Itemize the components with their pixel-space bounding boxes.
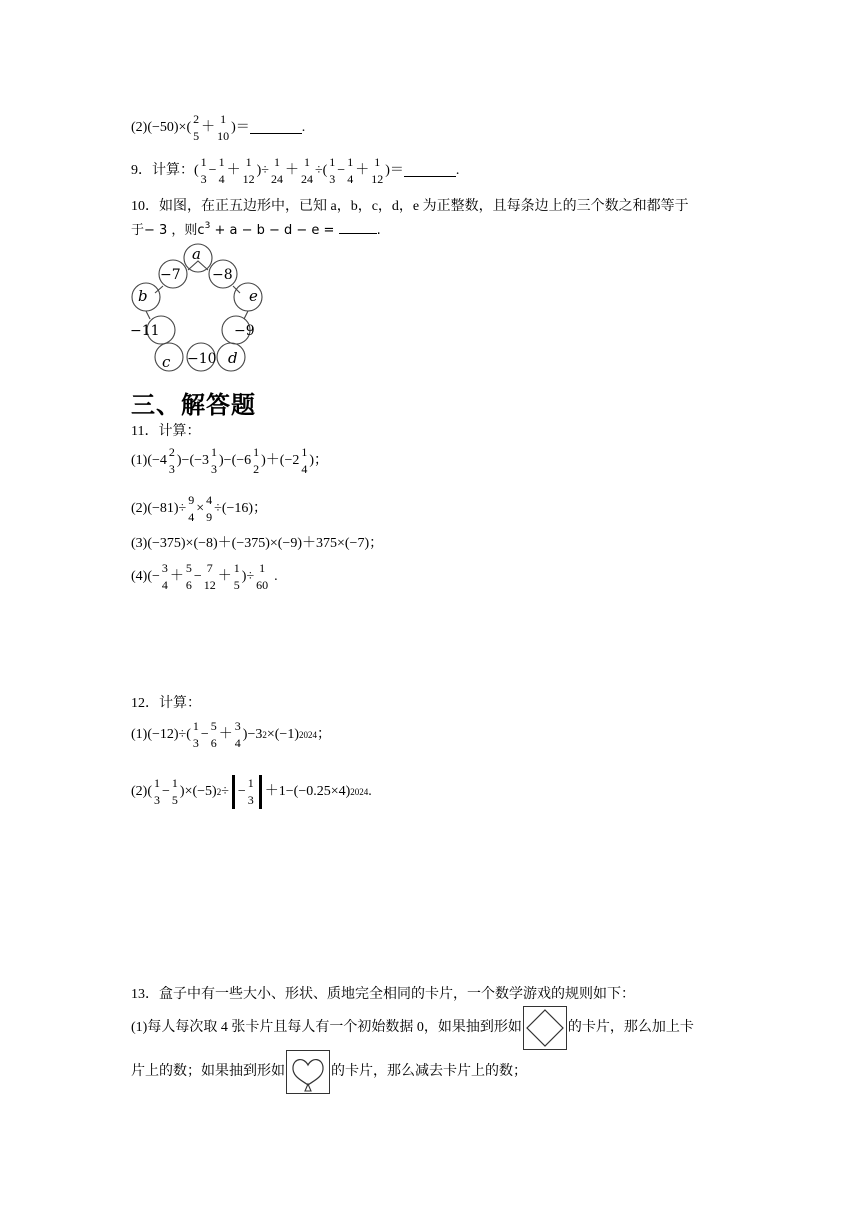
numerator: 1	[200, 155, 207, 169]
denominator: 4	[218, 171, 225, 186]
label-minus10: −10	[187, 351, 217, 367]
label-d: d	[228, 349, 238, 367]
numerator: 1	[220, 112, 227, 126]
fraction	[247, 777, 255, 808]
expr-text: )＋(−2	[261, 453, 300, 469]
fraction	[168, 446, 176, 477]
label-minus7: −7	[160, 267, 181, 283]
numerator: 5	[185, 561, 192, 575]
q11-part3: (3)(−375)×(−8)＋(−375)×(−9)＋375×(−7)；	[131, 536, 384, 551]
fraction	[300, 446, 308, 477]
denominator: 5	[233, 577, 240, 592]
denominator: 12	[242, 171, 255, 186]
operator: )÷	[241, 569, 255, 585]
label-minus9: −9	[234, 323, 255, 339]
fraction	[210, 446, 218, 477]
denominator: 3	[211, 461, 218, 476]
spade-card-icon	[286, 1050, 330, 1094]
fraction	[346, 156, 354, 187]
numerator: 1	[329, 155, 336, 169]
label-a: a	[192, 245, 201, 263]
fraction	[234, 720, 242, 751]
numerator: 1	[218, 155, 225, 169]
denominator: 2	[253, 461, 260, 476]
punctuation: ；	[316, 727, 331, 743]
denominator: 5	[193, 128, 200, 143]
denominator: 3	[247, 792, 254, 807]
denominator: 3	[168, 461, 175, 476]
denominator: 24	[300, 171, 313, 186]
rule-text: 的卡片，那么减去卡片上的数；	[331, 1064, 527, 1079]
rule-text: 片上的数；如果抽到形如	[131, 1064, 285, 1079]
fraction	[161, 562, 169, 593]
denominator: 4	[234, 735, 241, 750]
expr-text: )−3	[242, 727, 263, 743]
numerator: 2	[193, 112, 200, 126]
question-lead: 9．计算：(	[131, 163, 199, 179]
question-10-line2	[131, 223, 381, 237]
numerator: 1	[303, 155, 310, 169]
operator: ＋	[218, 727, 233, 743]
operator: ＋	[355, 163, 370, 179]
operator: ＋	[201, 120, 216, 136]
fraction	[328, 156, 336, 187]
fraction	[200, 156, 208, 187]
answer-blank[interactable]	[404, 166, 456, 177]
operator: −	[237, 784, 246, 799]
fraction	[187, 494, 195, 525]
denominator: 10	[217, 128, 230, 143]
abs-bar-right	[259, 775, 262, 809]
question-10-line1: 10．如图，在正五边形中，已知 a，b，c，d，e 为正整数，且每条边上的三个数之和都等于	[131, 199, 689, 214]
expr-text: )＝	[231, 120, 250, 136]
denominator: 3	[200, 171, 207, 186]
expr-text: (1)(−12)÷(	[131, 727, 191, 743]
expr-text: ＋1−(−0.25×4)	[264, 784, 351, 799]
expr-text: (1)(−4	[131, 453, 167, 469]
operator: −	[200, 727, 209, 743]
numerator: 7	[206, 561, 213, 575]
denominator: 3	[192, 735, 199, 750]
fraction	[205, 494, 213, 525]
operator: ×	[196, 501, 205, 517]
denominator: 4	[161, 577, 168, 592]
denominator: 6	[185, 577, 192, 592]
expr-text: + a − b − d − e =	[210, 223, 339, 238]
numerator: 2	[168, 445, 175, 459]
denominator: 3	[329, 171, 336, 186]
numerator: 1	[273, 155, 280, 169]
operator: −	[193, 569, 202, 585]
fraction	[370, 156, 384, 187]
question-12-lead: 12．计算：	[131, 696, 201, 711]
period: .	[301, 120, 306, 136]
operator: ＋	[217, 569, 232, 585]
numerator: 1	[301, 445, 308, 459]
fraction	[185, 562, 193, 593]
q11-part4	[131, 562, 278, 593]
denominator: 12	[203, 577, 216, 592]
fraction	[192, 113, 200, 144]
expr-text: (2)(	[131, 784, 152, 799]
q11-part1	[131, 446, 328, 477]
period: .	[376, 223, 381, 238]
numerator: 1	[347, 155, 354, 169]
denominator: 3	[154, 792, 160, 807]
diamond-card-icon	[523, 1006, 567, 1050]
operator: −	[162, 784, 170, 799]
operator: )÷	[256, 163, 269, 179]
fraction	[192, 720, 200, 751]
operator: )＝	[385, 163, 404, 179]
rule-text: (1)每人每次取 4 张卡片且每人有一个初始数据 0，如果抽到形如	[131, 1020, 522, 1035]
abs-bar-left	[232, 775, 235, 809]
question-13-line1: 13．盒子中有一些大小、形状、质地完全相同的卡片，一个数学游戏的规则如下：	[131, 987, 635, 1002]
denominator: 4	[301, 461, 308, 476]
fraction	[218, 156, 226, 187]
question-11-lead: 11．计算：	[131, 424, 201, 439]
numerator: 4	[206, 493, 213, 507]
exponent: 3	[204, 221, 211, 231]
numerator: 3	[234, 719, 241, 733]
numerator: 1	[192, 719, 199, 733]
expr-text: (2)(−50)×(	[131, 120, 192, 136]
expr-text: )×(−5)	[179, 784, 217, 799]
fraction	[300, 156, 314, 187]
rule-text: 的卡片，那么加上卡	[567, 1020, 694, 1035]
answer-blank[interactable]	[250, 123, 302, 134]
expr-text: )；	[309, 453, 329, 469]
denominator: 12	[371, 171, 384, 186]
denominator: 4	[188, 509, 195, 524]
denominator: 60	[256, 577, 269, 592]
q8-part2	[131, 113, 305, 144]
fraction	[203, 562, 217, 593]
numerator: 1	[253, 445, 260, 459]
fraction	[255, 562, 269, 593]
expr-text: 于− 3 ，则c	[131, 223, 205, 238]
fraction	[252, 446, 260, 477]
numerator: 1	[211, 445, 218, 459]
numerator: 3	[161, 561, 168, 575]
fraction	[171, 777, 179, 808]
numerator: 9	[188, 493, 195, 507]
numerator: 1	[154, 775, 160, 790]
numerator: 1	[233, 561, 240, 575]
operator: −	[337, 163, 346, 179]
operator: ÷	[221, 784, 229, 799]
question-13-line3	[131, 1050, 527, 1094]
q12-part1: (1)(−12)÷( 1 3 − 5 6 ＋ 3 4 )−3 2 ×(−1) 2024 ；	[131, 719, 331, 750]
numerator: 1	[171, 775, 178, 790]
label-minus11: −11	[130, 323, 160, 339]
operator: ＋	[284, 163, 299, 179]
q12-part2: (2)( 1 3 − 1 5 )×(−5) 2 ÷ − 1 3 ＋1−(−0.25×4) 2024 .	[131, 775, 372, 809]
expr-text: )−(−6	[219, 453, 252, 469]
expr-text: )−(−3	[176, 453, 210, 469]
operator: ＋	[169, 569, 184, 585]
operator: ÷(	[314, 163, 328, 179]
fraction	[270, 156, 284, 187]
denominator: 5	[171, 792, 178, 807]
denominator: 4	[347, 171, 354, 186]
fraction	[216, 113, 230, 144]
numerator: 5	[210, 719, 217, 733]
answer-blank[interactable]	[339, 223, 377, 234]
label-minus8: −8	[212, 267, 233, 283]
numerator: 1	[245, 155, 252, 169]
denominator: 24	[270, 171, 283, 186]
numerator: 1	[259, 561, 266, 575]
fraction	[210, 720, 218, 751]
pentagon-circles-figure	[128, 243, 268, 373]
denominator: 6	[210, 735, 217, 750]
period: .	[455, 163, 460, 179]
fraction	[242, 156, 256, 187]
fraction	[233, 562, 241, 593]
q11-part2	[131, 494, 267, 525]
label-b: b	[138, 287, 148, 305]
operator: −	[208, 163, 217, 179]
operator: ＋	[226, 163, 241, 179]
numerator: 1	[247, 775, 254, 790]
expr-text: (2)(−81)÷	[131, 501, 187, 517]
expr-text: ÷(−16)；	[214, 501, 268, 517]
question-13-line2	[131, 1006, 694, 1050]
expr-text: ×(−1)	[266, 727, 299, 743]
period: .	[274, 569, 278, 585]
label-c: c	[162, 353, 171, 371]
expr-text: (4)(−	[131, 569, 160, 585]
section-title: 三、解答题	[131, 391, 256, 419]
period: .	[368, 784, 372, 799]
fraction	[153, 777, 161, 808]
denominator: 9	[206, 509, 213, 524]
question-9	[131, 156, 459, 187]
numerator: 1	[374, 155, 381, 169]
label-e: e	[249, 287, 258, 305]
